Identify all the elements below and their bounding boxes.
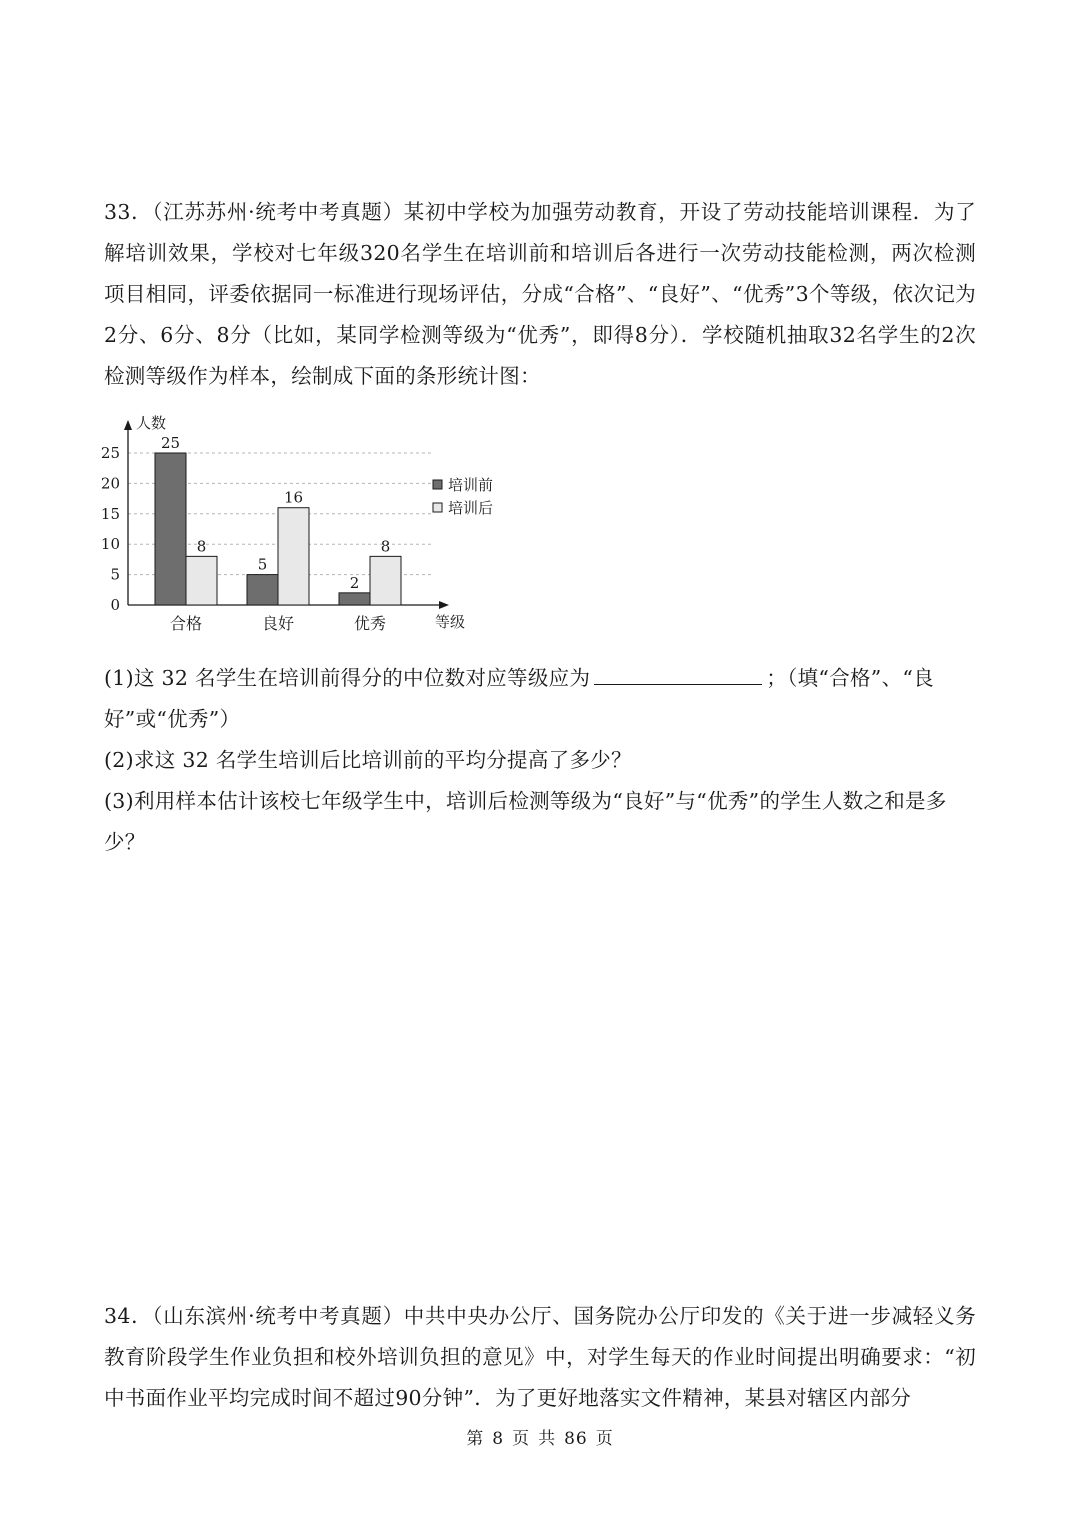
answer-blank	[594, 662, 762, 685]
subquestion-1	[104, 658, 976, 740]
x-axis-title: 等级	[435, 613, 466, 631]
x-category-label: 合格	[169, 614, 203, 633]
question-33-text: 33．（江苏苏州·统考中考真题）某初中学校为加强劳动教育，开设了劳动技能培训课程．为了解培训效果，学校对七年级320名学生在培训前和培训后各进行一次劳动技能检测，两次检测项目相同，评委依据同一标准进行现场评估，分成“合格”、“良好”、“优秀”3个等级，依次记为2分、6分、8分（比如，某同学检测等级为“优秀”，即得8分）．学校随机抽取32名学生的2次检测等级作为样本，绘制成下面的条形统计图：	[104, 200, 976, 388]
legend-label: 培训前	[448, 476, 494, 494]
y-tick-label: 20	[100, 474, 120, 493]
bar	[278, 508, 309, 605]
chart-legend	[433, 476, 493, 517]
legend-swatch	[433, 503, 442, 512]
y-tick-label: 10	[100, 535, 120, 554]
footer-total-pages: 86	[564, 1429, 588, 1449]
legend-swatch	[433, 480, 442, 489]
legend-label: 培训后	[448, 499, 494, 517]
footer-word-gong: 共	[538, 1429, 557, 1449]
chart-bars	[155, 453, 401, 605]
y-tick-label: 15	[100, 504, 120, 523]
subquestion-2: (2)求这 32 名学生培训后比培训前的平均分提高了多少？	[104, 748, 632, 772]
bar	[155, 453, 186, 605]
bar-value-label: 2	[349, 573, 360, 592]
bar-value-label: 5	[257, 555, 268, 574]
y-tick-label: 0	[110, 596, 120, 614]
bar	[339, 593, 370, 605]
footer-word-di: 第	[466, 1429, 485, 1449]
page-footer	[0, 1424, 1080, 1449]
x-category-label: 优秀	[353, 614, 387, 633]
bar	[247, 575, 278, 605]
bar-value-label: 8	[196, 537, 207, 556]
x-category-label: 良好	[261, 614, 295, 633]
footer-word-ye: 页	[512, 1429, 531, 1449]
bar-value-label: 8	[380, 537, 391, 556]
footer-page-number: 8	[492, 1429, 505, 1449]
bar-value-label: 25	[160, 434, 181, 452]
subquestion-1-text-a: (1)这 32 名学生在培训前得分的中位数对应等级应为	[104, 666, 591, 690]
y-tick-label: 5	[110, 565, 120, 584]
x-axis-arrow	[439, 601, 449, 609]
footer-word-ye-2: 页	[595, 1429, 614, 1449]
bar-chart	[96, 410, 516, 640]
subquestion-3: (3)利用样本估计该校七年级学生中，培训后检测等级为“良好”与“优秀”的学生人数之和是多少？	[104, 789, 947, 854]
y-axis-arrow	[124, 420, 132, 430]
bar-value-label: 16	[283, 488, 304, 507]
y-tick-label: 25	[100, 444, 120, 462]
y-axis-title: 人数	[136, 414, 167, 432]
bar	[186, 556, 217, 605]
bar	[370, 556, 401, 605]
subquestion-1-text-b: ；（填“合格”、“良好”或“优秀”）	[104, 666, 934, 731]
question-34-text: 34．（山东滨州·统考中考真题）中共中央办公厅、国务院办公厅印发的《关于进一步减轻义务教育阶段学生作业负担和校外培训负担的意见》中，对学生每天的作业时间提出明确要求：“初中书面作业平均完成时间不超过90分钟”．为了更好地落实文件精神，某县对辖区内部分	[104, 1304, 976, 1410]
